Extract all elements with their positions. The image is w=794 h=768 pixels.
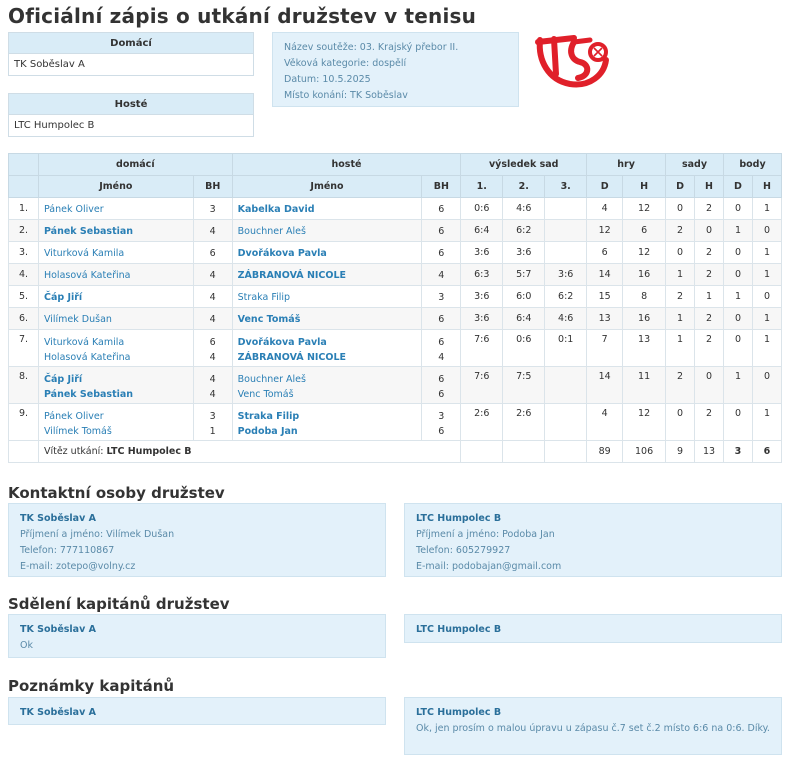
guest-player [232, 198, 422, 220]
points-home: 1 [723, 367, 752, 404]
games-home: 4 [587, 404, 623, 441]
player-link[interactable]: Kabelka David [237, 203, 315, 215]
player-link[interactable]: Dvořákova Pavla [237, 247, 327, 259]
player-rating: 4 [209, 313, 216, 325]
set2-score: 6:2 [503, 220, 545, 242]
set1-score: 7:6 [461, 367, 503, 404]
player-link[interactable]: Viturková Kamila [43, 247, 125, 259]
set3-score [545, 404, 587, 441]
guest-player [232, 367, 422, 404]
guest-bh [422, 367, 461, 404]
sets-home: 2 [666, 286, 695, 308]
total-points-guest: 6 [752, 441, 781, 463]
home-bh [193, 330, 232, 367]
games-guest: 6 [623, 220, 666, 242]
player-rating: 4 [209, 352, 216, 363]
player-rating: 3 [209, 411, 216, 422]
points-home: 1 [723, 286, 752, 308]
player-rating: 6 [438, 337, 445, 348]
home-bh [193, 264, 232, 286]
footer-set2 [503, 441, 545, 463]
sets-home: 2 [666, 367, 695, 404]
subheader-guest-bh: BH [422, 176, 461, 198]
set3-score: 3:6 [545, 264, 587, 286]
games-guest: 8 [623, 286, 666, 308]
guest-email-label: E-mail: [416, 561, 449, 572]
total-sets-home: 9 [666, 441, 695, 463]
guest-captain-note-team: LTC Humpolec B [416, 707, 502, 718]
sets-guest: 0 [695, 367, 724, 404]
home-contact-panel [8, 503, 386, 577]
subheader-set2: 2. [503, 176, 545, 198]
player-rating: 6 [438, 389, 445, 400]
match-number: 6. [9, 308, 39, 330]
subheader-sets-h: H [695, 176, 724, 198]
player-link[interactable]: Pánek Sebastian [43, 389, 134, 400]
subheader-guest-name: Jméno [232, 176, 422, 198]
match-venue: Místo konání: TK Soběslav [284, 90, 408, 101]
set3-score [545, 242, 587, 264]
guest-bh [422, 198, 461, 220]
player-link[interactable]: Podoba Jan [237, 426, 298, 437]
sets-home: 0 [666, 242, 695, 264]
match-number: 5. [9, 286, 39, 308]
guest-bh [422, 220, 461, 242]
table-row [9, 198, 782, 220]
points-home: 1 [723, 220, 752, 242]
home-player [38, 220, 193, 242]
table-row [9, 286, 782, 308]
home-captain-note-team: TK Soběslav A [20, 707, 96, 718]
match-number: 2. [9, 220, 39, 242]
player-rating: 4 [209, 269, 216, 281]
set2-score: 0:6 [503, 330, 545, 367]
table-row [9, 220, 782, 242]
home-team-box [8, 32, 254, 76]
player-link[interactable]: Bouchner Aleš [237, 225, 306, 237]
player-rating: 4 [209, 389, 216, 400]
set1-score: 3:6 [461, 242, 503, 264]
guest-contact-phone: Telefon: 605279927 [416, 545, 511, 556]
player-rating: 6 [438, 203, 445, 215]
page-title: Oficiální zápis o utkání družstev v tenisu [8, 4, 477, 28]
set2-score: 3:6 [503, 242, 545, 264]
header-home: domácí [38, 154, 232, 176]
header-blank [9, 154, 39, 176]
score-table-footer [9, 441, 782, 463]
points-guest: 1 [752, 264, 781, 286]
home-captain-message-text: Ok [20, 640, 33, 651]
match-date: Datum: 10.5.2025 [284, 74, 371, 85]
total-points-home: 3 [723, 441, 752, 463]
guest-contact-email[interactable]: podobajan@gmail.com [452, 561, 562, 572]
player-rating: 6 [438, 313, 445, 325]
player-link[interactable]: Straka Filip [237, 291, 291, 303]
home-contact-phone: Telefon: 777110867 [20, 545, 115, 556]
home-bh [193, 404, 232, 441]
home-bh [193, 198, 232, 220]
set3-score: 0:1 [545, 330, 587, 367]
set2-score: 7:5 [503, 367, 545, 404]
player-link[interactable]: Pánek Oliver [43, 411, 104, 422]
sets-guest: 2 [695, 308, 724, 330]
sets-guest: 2 [695, 198, 724, 220]
points-home: 0 [723, 242, 752, 264]
home-bh [193, 308, 232, 330]
guest-contact-name: Příjmení a jméno: Podoba Jan [416, 529, 555, 540]
set1-score: 6:4 [461, 220, 503, 242]
home-team-name: TK Soběslav A [14, 59, 85, 70]
subheader-points-h: H [752, 176, 781, 198]
winner-team: LTC Humpolec B [106, 446, 192, 457]
match-score-table [8, 153, 782, 463]
header-sets: sady [666, 154, 724, 176]
player-rating: 3 [438, 291, 445, 303]
points-guest: 1 [752, 404, 781, 441]
home-contact-email[interactable]: zotepo@volny.cz [56, 561, 136, 572]
player-link[interactable]: Čáp Jiří [43, 291, 83, 303]
set2-score: 6:0 [503, 286, 545, 308]
games-home: 4 [587, 198, 623, 220]
guest-bh [422, 330, 461, 367]
table-row [9, 330, 782, 367]
player-link[interactable]: Holasová Kateřina [43, 269, 131, 281]
header-guest: hosté [232, 154, 461, 176]
home-bh [193, 367, 232, 404]
games-guest: 12 [623, 404, 666, 441]
match-number: 8. [9, 367, 39, 404]
points-home: 0 [723, 198, 752, 220]
home-player [38, 330, 193, 367]
sets-guest: 0 [695, 220, 724, 242]
games-guest: 13 [623, 330, 666, 367]
player-link[interactable]: Holasová Kateřina [43, 352, 131, 363]
total-games-guest: 106 [623, 441, 666, 463]
sets-guest: 1 [695, 286, 724, 308]
guest-bh [422, 404, 461, 441]
home-player [38, 308, 193, 330]
sets-home: 0 [666, 198, 695, 220]
guest-player [232, 404, 422, 441]
guest-player [232, 220, 422, 242]
set3-score: 4:6 [545, 308, 587, 330]
subheader-home-bh: BH [193, 176, 232, 198]
competition-name: Název soutěže: 03. Krajský přebor II. [284, 42, 459, 53]
player-rating: 4 [209, 291, 216, 303]
sets-home: 1 [666, 308, 695, 330]
table-row [9, 367, 782, 404]
footer-set1 [461, 441, 503, 463]
player-rating: 3 [438, 411, 445, 422]
set1-score: 0:6 [461, 198, 503, 220]
games-guest: 12 [623, 198, 666, 220]
set2-score: 2:6 [503, 404, 545, 441]
home-contact-team: TK Soběslav A [20, 513, 96, 524]
home-player [38, 404, 193, 441]
home-player [38, 242, 193, 264]
home-captain-message-panel [8, 614, 386, 658]
points-guest: 0 [752, 367, 781, 404]
games-guest: 16 [623, 264, 666, 286]
player-rating: 4 [438, 352, 445, 363]
guest-player [232, 330, 422, 367]
guest-captain-message-panel [404, 614, 782, 643]
points-home: 0 [723, 330, 752, 367]
sets-guest: 2 [695, 330, 724, 367]
subheader-home-name: Jméno [38, 176, 193, 198]
points-guest: 1 [752, 330, 781, 367]
home-email-label: E-mail: [20, 561, 53, 572]
sets-home: 2 [666, 220, 695, 242]
match-number: 9. [9, 404, 39, 441]
guest-bh [422, 264, 461, 286]
player-link[interactable]: Straka Filip [237, 411, 300, 422]
set1-score: 6:3 [461, 264, 503, 286]
match-number: 1. [9, 198, 39, 220]
match-number: 4. [9, 264, 39, 286]
player-link[interactable]: Pánek Oliver [43, 203, 104, 215]
player-link[interactable]: Venc Tomáš [237, 313, 301, 325]
guest-player [232, 286, 422, 308]
player-rating: 4 [438, 269, 445, 281]
guest-contact-panel [404, 503, 782, 577]
subheader-points-d: D [723, 176, 752, 198]
home-bh [193, 242, 232, 264]
player-link[interactable]: Viturková Kamila [43, 337, 125, 348]
games-home: 7 [587, 330, 623, 367]
points-home: 0 [723, 308, 752, 330]
subheader-games-d: D [587, 176, 623, 198]
set2-score: 5:7 [503, 264, 545, 286]
home-bh [193, 220, 232, 242]
home-player [38, 198, 193, 220]
games-home: 14 [587, 367, 623, 404]
home-captain-message-team: TK Soběslav A [20, 624, 96, 635]
home-player [38, 286, 193, 308]
set2-score: 4:6 [503, 198, 545, 220]
games-home: 13 [587, 308, 623, 330]
match-number: 7. [9, 330, 39, 367]
player-link[interactable]: ZÁBRANOVÁ NICOLE [237, 352, 347, 363]
set3-score [545, 198, 587, 220]
table-row [9, 308, 782, 330]
table-row [9, 242, 782, 264]
guest-bh [422, 242, 461, 264]
set1-score: 3:6 [461, 286, 503, 308]
home-player [38, 264, 193, 286]
subheader-set1: 1. [461, 176, 503, 198]
player-link[interactable]: Čáp Jiří [43, 374, 83, 385]
player-rating: 6 [438, 225, 445, 237]
guest-bh [422, 286, 461, 308]
player-rating: 4 [209, 374, 216, 385]
winner-label: Vítěz utkání: [43, 446, 104, 457]
match-number: 3. [9, 242, 39, 264]
guest-captain-note-panel [404, 697, 782, 755]
header-points: body [723, 154, 781, 176]
header-set-results: výsledek sad [461, 154, 587, 176]
set3-score [545, 367, 587, 404]
sets-home: 1 [666, 330, 695, 367]
subheader-set3: 3. [545, 176, 587, 198]
player-link[interactable]: Venc Tomáš [237, 389, 294, 400]
player-rating: 6 [438, 374, 445, 385]
sets-guest: 2 [695, 242, 724, 264]
age-category: Věková kategorie: dospělí [284, 58, 407, 69]
player-rating: 6 [438, 247, 445, 259]
header-games: hry [587, 154, 666, 176]
sets-home: 1 [666, 264, 695, 286]
home-captain-note-panel [8, 697, 386, 725]
points-guest: 1 [752, 242, 781, 264]
sets-guest: 2 [695, 404, 724, 441]
guest-contact-team: LTC Humpolec B [416, 513, 502, 524]
player-link[interactable]: Pánek Sebastian [43, 225, 134, 237]
player-rating: 6 [438, 426, 445, 437]
points-guest: 1 [752, 308, 781, 330]
player-link[interactable]: Vilímek Dušan [43, 313, 112, 325]
set2-score: 6:4 [503, 308, 545, 330]
club-logo-icon [534, 30, 612, 92]
home-contact-name: Příjmení a jméno: Vilímek Dušan [20, 529, 175, 540]
match-info-box [272, 32, 519, 107]
guest-bh [422, 308, 461, 330]
player-link[interactable]: ZÁBRANOVÁ NICOLE [237, 269, 347, 281]
table-row [9, 404, 782, 441]
guest-team-header: Hosté [9, 94, 253, 115]
set1-score: 3:6 [461, 308, 503, 330]
footer-set3 [545, 441, 587, 463]
games-home: 6 [587, 242, 623, 264]
home-player [38, 367, 193, 404]
guest-player [232, 242, 422, 264]
player-link[interactable]: Dvořákova Pavla [237, 337, 327, 348]
games-home: 12 [587, 220, 623, 242]
games-guest: 12 [623, 242, 666, 264]
points-home: 0 [723, 404, 752, 441]
guest-contact-email-line [416, 559, 770, 575]
guest-player [232, 264, 422, 286]
games-home: 15 [587, 286, 623, 308]
player-rating: 1 [209, 426, 216, 437]
player-rating: 4 [209, 225, 216, 237]
sets-guest: 2 [695, 264, 724, 286]
points-guest: 0 [752, 286, 781, 308]
total-games-home: 89 [587, 441, 623, 463]
player-rating: 3 [209, 203, 216, 215]
games-guest: 11 [623, 367, 666, 404]
games-guest: 16 [623, 308, 666, 330]
player-link[interactable]: Vilímek Tomáš [43, 426, 112, 437]
captains-notes-heading: Poznámky kapitánů [8, 677, 175, 695]
set3-score: 6:2 [545, 286, 587, 308]
games-home: 14 [587, 264, 623, 286]
points-home: 0 [723, 264, 752, 286]
home-bh [193, 286, 232, 308]
total-sets-guest: 13 [695, 441, 724, 463]
points-guest: 1 [752, 198, 781, 220]
table-row [9, 264, 782, 286]
sets-home: 0 [666, 404, 695, 441]
set3-score [545, 220, 587, 242]
guest-team-name: LTC Humpolec B [14, 120, 95, 131]
set1-score: 2:6 [461, 404, 503, 441]
points-guest: 0 [752, 220, 781, 242]
subheader-blank [9, 176, 39, 198]
guest-team-box [8, 93, 254, 137]
match-winner [38, 441, 460, 463]
subheader-games-h: H [623, 176, 666, 198]
player-rating: 6 [209, 247, 216, 259]
player-rating: 6 [209, 337, 216, 348]
guest-captain-note-text: Ok, jen prosím o malou úpravu u zápasu č.7 set č.2 místo 6:6 na 0:6. Díky. [416, 723, 770, 734]
set1-score: 7:6 [461, 330, 503, 367]
guest-player [232, 308, 422, 330]
home-team-header: Domácí [9, 33, 253, 54]
footer-blank [9, 441, 39, 463]
contacts-heading: Kontaktní osoby družstev [8, 484, 225, 502]
captains-messages-heading: Sdělení kapitánů družstev [8, 595, 230, 613]
guest-captain-message-team: LTC Humpolec B [416, 624, 502, 635]
score-table-body [9, 198, 782, 441]
subheader-sets-d: D [666, 176, 695, 198]
home-contact-email-line [20, 559, 374, 575]
player-link[interactable]: Bouchner Aleš [237, 374, 306, 385]
